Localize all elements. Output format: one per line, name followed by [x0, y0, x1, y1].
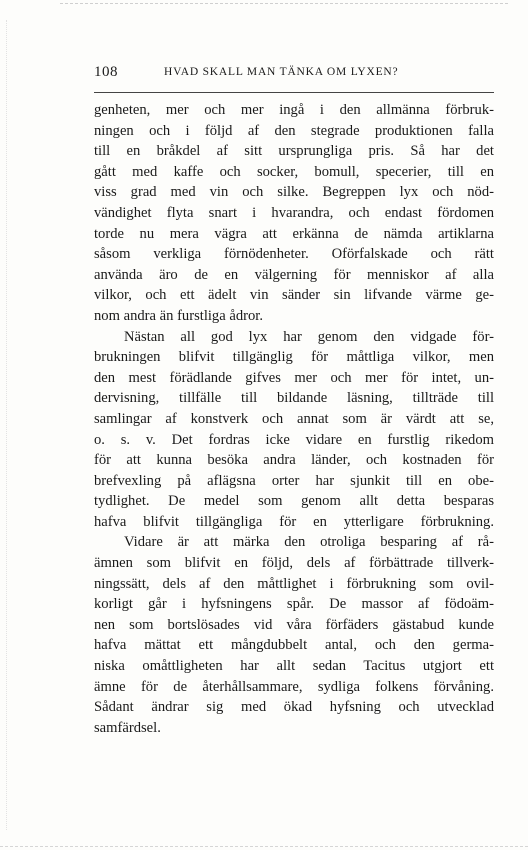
text-line: till en bråkdel af sitt ursprungliga pris. Så har det [94, 143, 494, 160]
text-line: korligt går i hyfsningens spår. De massor af födoäm- [94, 596, 494, 613]
page-left-edge [6, 20, 7, 830]
page-top-edge [60, 3, 508, 4]
body-text [94, 100, 494, 738]
text-line: Nästan all god lyx har genom den vidgade för- [124, 328, 494, 345]
page-number: 108 [94, 64, 118, 80]
text-line: använda äro de en välgerning för menniskor af alla [94, 266, 494, 283]
text-line: ningssätt, dels af den måttlighet i förbrukning som ovil- [94, 575, 494, 592]
text-line: samlingar af konstverk och annat som är värdt att se, [94, 410, 494, 427]
text-line: genheten, mer och mer ingå i den allmänna förbruk- [94, 102, 494, 118]
text-line: brefvexling på aflägsna orter har sjunkit till en obe- [94, 472, 494, 489]
text-line: den mest förädlande gifves mer och mer för intet, un- [94, 369, 494, 386]
text-line: viss grad med vin och silke. Begreppen lyx och nöd- [94, 184, 494, 201]
text-line: niska omåttligheten har allt sedan Tacitus utgjort ett [94, 658, 494, 675]
text-line: gått med kaffe och socker, bomull, specerier, till en [94, 163, 494, 180]
text-line: såsom verkliga förnödenheter. Oförfalskade och rätt [94, 246, 494, 263]
page-header [94, 64, 494, 84]
text-line: ämnen som blifvit en följd, dels af förbättrade tillverk- [94, 555, 494, 572]
text-line: Sådant ändrar sig med ökad hyfsning och utvecklad [94, 699, 494, 716]
running-head: HVAD SKALL MAN TÄNKA OM LYXEN? [164, 66, 399, 78]
text-line: o. s. v. Det fordras icke vidare en furstlig rikedom [94, 431, 494, 448]
text-line: dervisning, tillfälle till bildande läsning, tillträde till [94, 390, 494, 407]
text-line: för att kunna besöka andra länder, och kostnaden för [94, 452, 494, 469]
text-line: ningen och i följd af den stegrade produktionen falla [94, 122, 494, 139]
text-line: ämne för de återhållsammare, sydliga folkens förvåning. [94, 678, 494, 695]
text-line: tydlighet. De medel som genom allt detta besparas [94, 493, 494, 510]
text-line: hafva mättat ett mångdubbelt antal, och den germa- [94, 637, 494, 654]
header-rule [94, 92, 494, 93]
page-bottom-edge [0, 846, 528, 847]
text-line: nom andra än furstliga ådror. [94, 307, 263, 324]
text-line: torde nu mera vägra att erkänna de nämda artiklarna [94, 225, 494, 242]
text-line: brukningen blifvit tillgänglig för måttliga vilkor, men [94, 349, 494, 366]
text-line: Vidare är att märka den otroliga besparing af rå- [124, 534, 494, 551]
text-line: samfärdsel. [94, 719, 161, 736]
text-line: vändighet flyta snart i hvarandra, och endast fördomen [94, 204, 494, 221]
text-line: hafva blifvit tillgängliga för en ytterligare förbrukning. [94, 513, 494, 530]
text-line: vilkor, och ett ädelt vin sänder sin lifvande värme ge- [94, 287, 494, 304]
text-line: nen som bortslösades vid våra förfäders gästabud kunde [94, 616, 494, 633]
